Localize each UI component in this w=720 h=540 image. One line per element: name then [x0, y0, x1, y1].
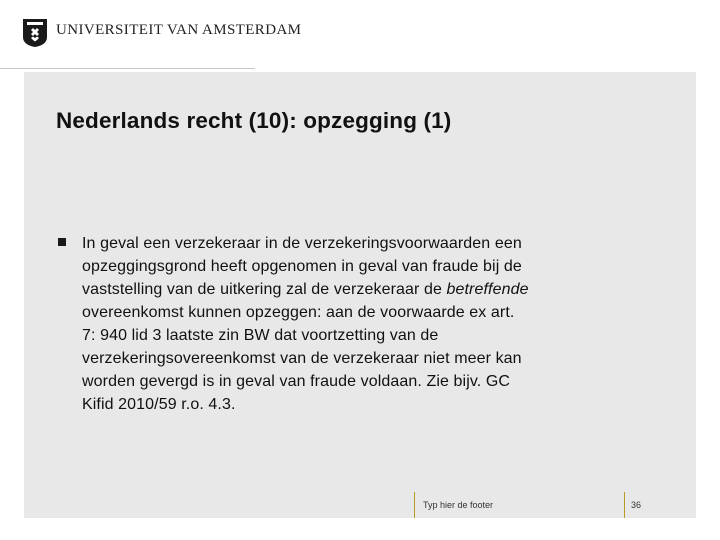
- header: [0, 0, 720, 70]
- bullet-line: [82, 278, 662, 301]
- bullet-line: In geval een verzekeraar in de verzekeringsvoorwaarden een: [82, 235, 522, 252]
- bullet-line-part: vaststelling van de uitkering zal de verzekeraar de: [82, 281, 447, 298]
- university-name: UNIVERSITEIT VAN AMSTERDAM: [56, 22, 302, 38]
- footer-divider-left: [414, 492, 415, 518]
- footer-divider-right: [624, 492, 625, 518]
- footer-text: Typ hier de footer: [423, 500, 494, 510]
- page-number: 36: [631, 500, 642, 510]
- bullet-line: Kifid 2010/59 r.o. 4.3.: [82, 396, 236, 413]
- bullet-line: overeenkomst kunnen opzeggen: aan de voorwaarde ex art.: [82, 304, 515, 321]
- header-divider: [0, 68, 255, 69]
- bullet-line: worden gevergd is in geval van fraude voldaan. Zie bijv. GC: [82, 373, 511, 390]
- slide-title: Nederlands recht (10): opzegging (1): [56, 108, 452, 133]
- bullet-square-icon: [58, 238, 66, 246]
- bullet-line: verzekeringsovereenkomst van de verzekeraar niet meer kan: [82, 350, 522, 367]
- uva-crest-icon: [22, 18, 48, 48]
- emphasized-word: betreffende: [446, 281, 529, 298]
- bullet-line: 7: 940 lid 3 laatste zin BW dat voortzetting van de: [82, 327, 439, 344]
- bullet-line: opzeggingsgrond heeft opgenomen in geval van fraude bij de: [82, 258, 522, 275]
- bullet-text: [82, 232, 662, 416]
